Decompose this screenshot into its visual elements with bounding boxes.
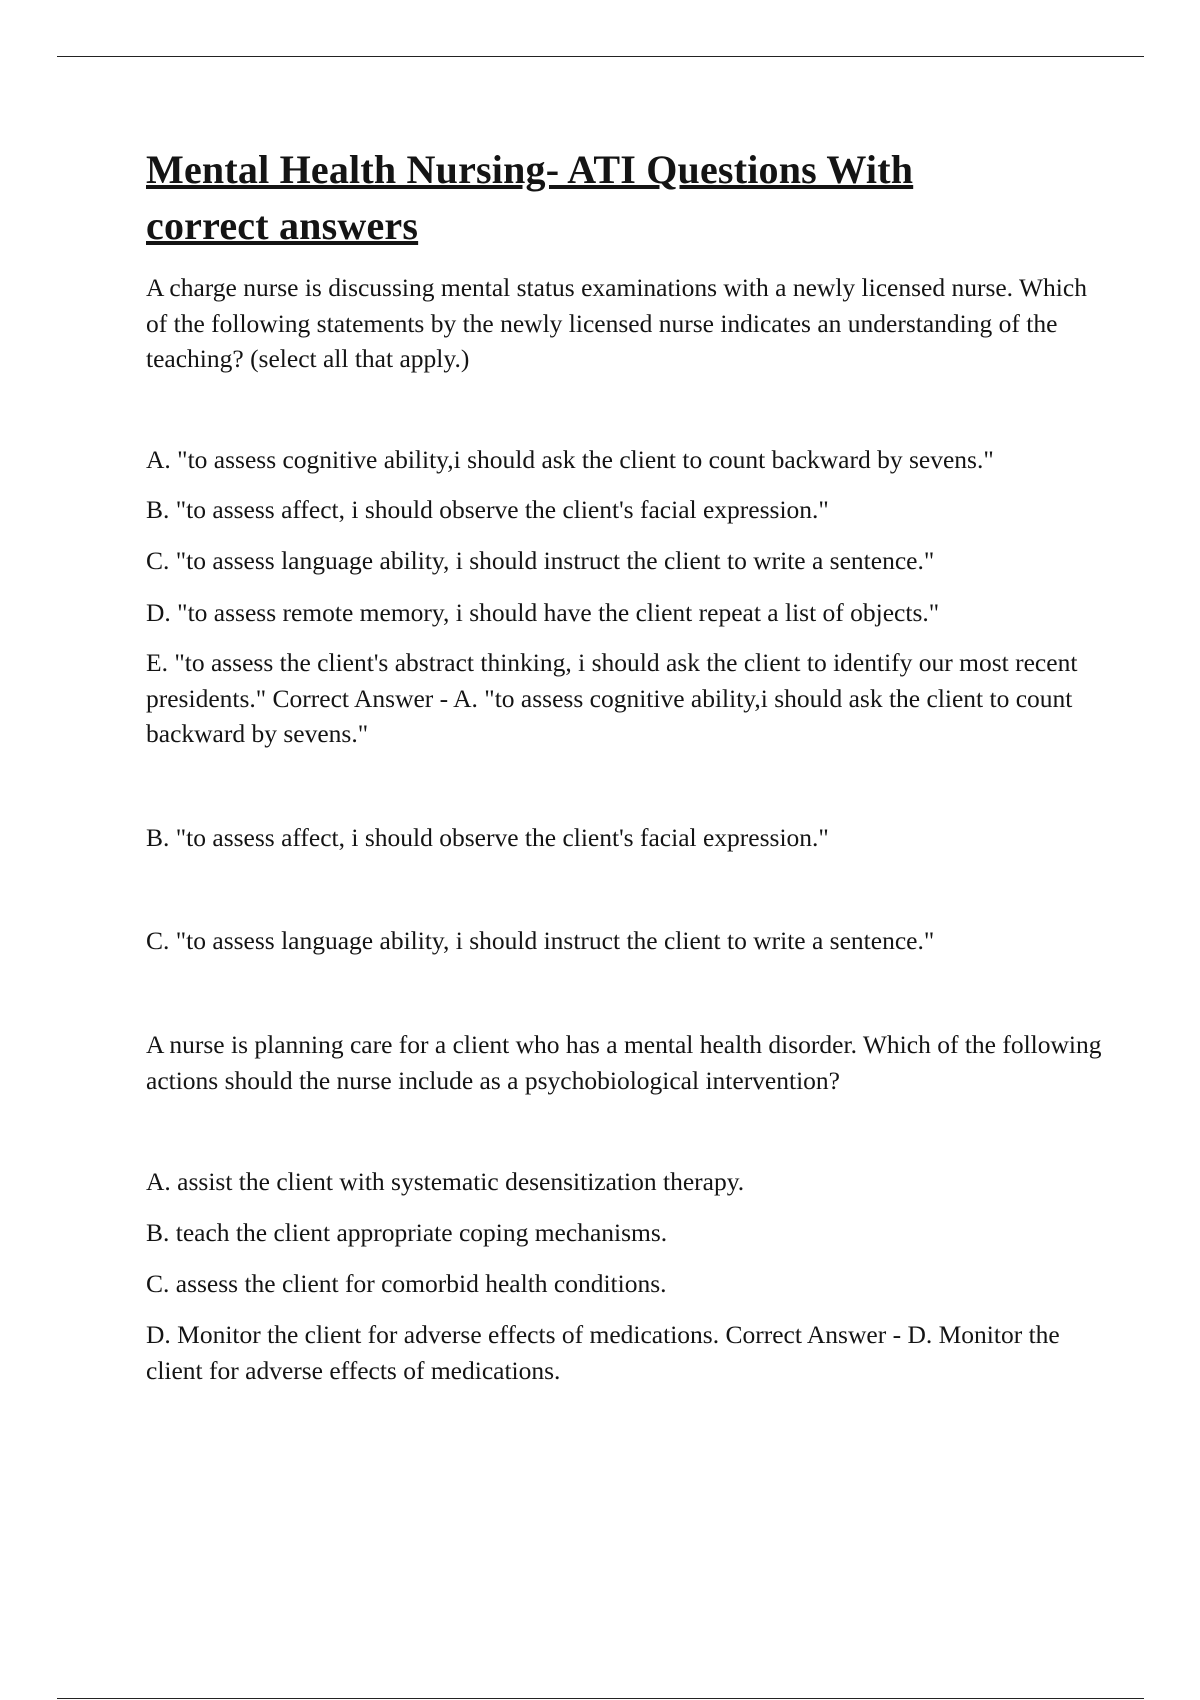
header-rule — [57, 56, 1144, 57]
question-1-option-c: C. "to assess language ability, i should instruct the client to write a sentence." — [146, 546, 935, 575]
question-1-answer-c: C. "to assess language ability, i should instruct the client to write a sentence." — [146, 926, 935, 955]
question-2-option-c: C. assess the client for comorbid health conditions. — [146, 1269, 667, 1298]
question-1-option-d: D. "to assess remote memory, i should have the client repeat a list of objects." — [146, 598, 940, 627]
footer-rule — [57, 1698, 1144, 1699]
question-1-answer-b: B. "to assess affect, i should observe the client's facial expression." — [146, 823, 829, 852]
document-title: Mental Health Nursing- ATI Questions With correct answers — [146, 147, 914, 248]
document-body — [146, 142, 1106, 1385]
question-2-option-a: A. assist the client with systematic desensitization therapy. — [146, 1167, 745, 1196]
question-1-option-a: A. "to assess cognitive ability,i should ask the client to count backward by sevens." — [146, 445, 994, 474]
question-2-option-d-with-answer: D. Monitor the client for adverse effects of medications. Correct Answer - D. Monitor the client for adverse effects of medications. — [146, 1320, 1060, 1385]
question-2-text: A nurse is planning care for a client who has a mental health disorder. Which of the following actions should the nurse include as a psychobiological intervention? — [146, 1030, 1102, 1095]
question-2-option-b: B. teach the client appropriate coping mechanisms. — [146, 1218, 668, 1247]
question-1-text: A charge nurse is discussing mental status examinations with a newly licensed nurse. Which of the following statements by the newly licensed nurse indicates an understanding of the teaching? (select all that apply.) — [146, 273, 1087, 373]
question-1-option-e-with-answer: E. "to assess the client's abstract thinking, i should ask the client to identify our most recent presidents." Correct Answer - A. "to assess cognitive ability,i should ask the client to count backward by sevens." — [146, 648, 1078, 748]
question-1-option-b: B. "to assess affect, i should observe the client's facial expression." — [146, 495, 829, 524]
